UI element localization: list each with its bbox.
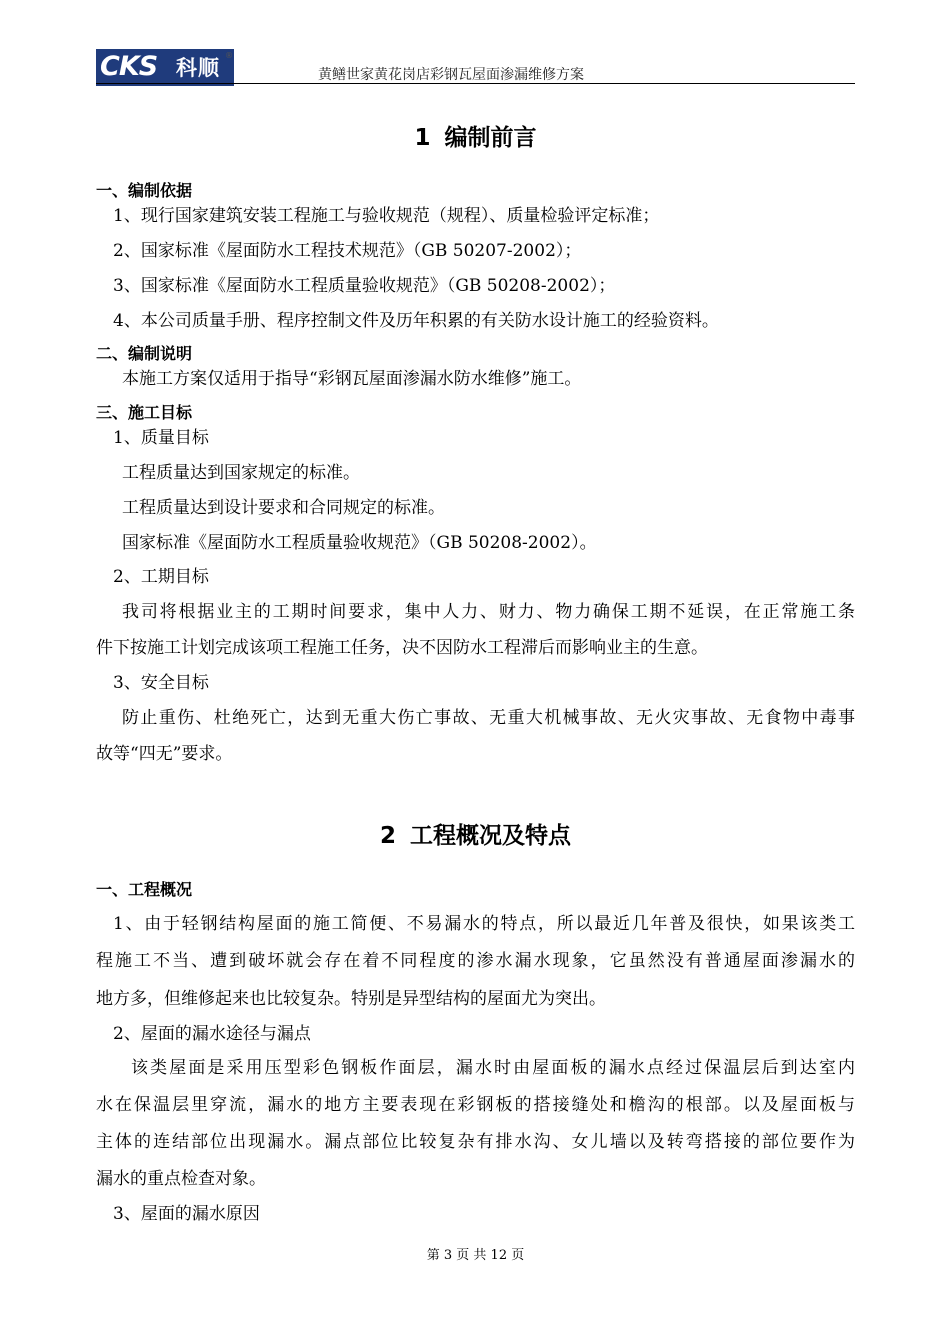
basis-item-1: 1、现行国家建筑安装工程施工与验收规范（规程）、质量检验评定标准； (113, 206, 660, 226)
header-divider (96, 83, 855, 84)
overview-item-1-line: 1、由于轻钢结构屋面的施工简便、不易漏水的特点，所以最近几年普及很快，如果该类工 (113, 914, 855, 934)
overview-item-1-line: 程施工不当、遭到破坏就会存在着不同程度的渗水漏水现象，它虽然没有普通屋面渗漏水的 (96, 951, 855, 971)
basis-heading: 一、编制依据 (96, 181, 193, 200)
basis-item-3: 3、国家标准《屋面防水工程质量验收规范》（GB 50208-2002）； (113, 276, 616, 296)
overview-item-1-line: 地方多，但维修起来也比较复杂。特别是异型结构的屋面尤为突出。 (96, 989, 606, 1009)
goals-heading: 三、施工目标 (96, 403, 193, 422)
quality-goal-line: 工程质量达到设计要求和合同规定的标准。 (122, 498, 445, 518)
schedule-goal-line: 件下按施工计划完成该项工程施工任务，决不因防水工程滞后而影响业主的生意。 (96, 638, 708, 658)
registered-mark: ® (225, 51, 233, 60)
basis-item-4: 4、本公司质量手册、程序控制文件及历年积累的有关防水设计施工的经验资料。 (113, 311, 719, 331)
leak-path-label: 2、屋面的漏水途径与漏点 (113, 1024, 311, 1044)
leak-path-line: 该类屋面是采用压型彩色钢板作面层，漏水时由屋面板的漏水点经过保温层后到达室内 (131, 1058, 855, 1078)
safety-goal-label: 3、安全目标 (113, 673, 209, 693)
section-1-heading (96, 123, 855, 153)
basis-item-2: 2、国家标准《屋面防水工程技术规范》（GB 50207-2002）； (113, 241, 582, 261)
safety-goal-line: 故等“四无”要求。 (96, 744, 233, 764)
logo-chinese-name: 科顺 (176, 56, 220, 80)
leak-cause-label: 3、屋面的漏水原因 (113, 1204, 260, 1224)
schedule-goal-line: 我司将根据业主的工期时间要求，集中人力、财力、物力确保工期不延误，在正常施工条 (122, 602, 855, 622)
section-2-title: 工程概况及特点 (410, 823, 571, 849)
section-2-heading (96, 821, 855, 851)
overview-heading: 一、工程概况 (96, 880, 193, 899)
quality-goal-line: 工程质量达到国家规定的标准。 (122, 463, 360, 483)
leak-path-line: 主体的连结部位出现漏水。漏点部位比较复杂有排水沟、女儿墙以及转弯搭接的部位要作为 (96, 1132, 855, 1152)
leak-path-line: 水在保温层里穿流，漏水的地方主要表现在彩钢板的搭接缝处和檐沟的根部。以及屋面板与 (96, 1095, 855, 1115)
description-heading: 二、编制说明 (96, 344, 193, 363)
safety-goal-line: 防止重伤、杜绝死亡，达到无重大伤亡事故、无重大机械事故、无火灾事故、无食物中毒事 (122, 708, 855, 728)
schedule-goal-label: 2、工期目标 (113, 567, 209, 587)
leak-path-line: 漏水的重点检查对象。 (96, 1169, 266, 1189)
logo-text: CKS (100, 51, 158, 82)
description-text: 本施工方案仅适用于指导“彩钢瓦屋面渗漏水防水维修”施工。 (122, 369, 582, 389)
quality-goal-label: 1、质量目标 (113, 428, 209, 448)
section-2-number: 2 (379, 823, 396, 849)
quality-goal-line: 国家标准《屋面防水工程质量验收规范》（GB 50208-2002）。 (122, 533, 597, 553)
section-1-title: 编制前言 (444, 125, 537, 151)
section-1-number: 1 (414, 125, 431, 151)
company-logo (96, 49, 236, 87)
page-number: 第 3 页 共 12 页 (426, 1248, 525, 1263)
document-header-title: 黄鳝世家黄花岗店彩钢瓦屋面渗漏维修方案 (318, 67, 584, 83)
